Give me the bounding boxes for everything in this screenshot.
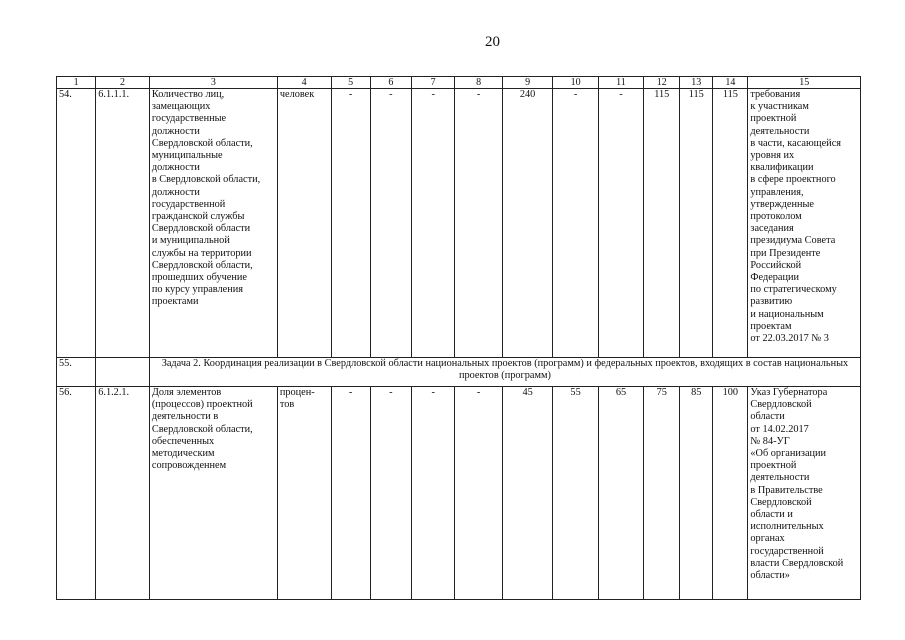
header-cell: 5 [331, 77, 370, 89]
basis-text: требования к участникам проектной деятельности в части, касающейся уровня их квалификации в сфере проектного управления, утвержденные протоколом заседания президиума Совета при Президенте Российской Федерации по стратегическому развитию и национальным проектам от 22.03.2017 № 3 [748, 89, 861, 358]
unit: человек [277, 89, 331, 358]
header-cell: 6 [370, 77, 411, 89]
page-number: 20 [485, 34, 500, 50]
value-cell: 240 [502, 89, 553, 358]
value-cell: - [455, 387, 502, 600]
indicator-name: Количество лиц, замещающих государственные должности Свердловской области, муниципальные должности в Свердловской области, должности государственной гражданской службы Свердловской области и муниципальной службы на территории Свердловской области, прошедших обучение по курсу управления проектами [149, 89, 277, 358]
value-cell: - [455, 89, 502, 358]
table-row [57, 358, 861, 387]
value-cell: - [598, 89, 643, 358]
header-cell: 4 [277, 77, 331, 89]
header-cell: 13 [680, 77, 713, 89]
value-cell: 100 [713, 387, 748, 600]
header-cell: 11 [598, 77, 643, 89]
header-cell: 8 [455, 77, 502, 89]
header-cell: 14 [713, 77, 748, 89]
row-code: 6.1.2.1. [96, 387, 150, 600]
basis-text: Указ Губернатора Свердловской области от 14.02.2017 № 84-УГ «Об организации проектной деятельности в Правительстве Свердловской области и исполнительных органах государственной власти Свердловской области» [748, 387, 861, 600]
value-cell: - [331, 89, 370, 358]
value-cell: - [553, 89, 598, 358]
header-cell: 15 [748, 77, 861, 89]
header-cell: 3 [149, 77, 277, 89]
value-cell: 115 [680, 89, 713, 358]
value-cell: 45 [502, 387, 553, 600]
row-number: 56. [57, 387, 96, 600]
header-cell: 1 [57, 77, 96, 89]
value-cell: 115 [644, 89, 680, 358]
table-row [57, 387, 861, 600]
empty-cell [96, 358, 150, 387]
value-cell: 85 [680, 387, 713, 600]
row-code: 6.1.1.1. [96, 89, 150, 358]
task-heading: Задача 2. Координация реализации в Свердловской области национальных проектов (программ) и федеральных проектов, входящих в состав национальных проектов (программ) [149, 358, 860, 387]
value-cell: - [412, 387, 455, 600]
indicator-name: Доля элементов (процессов) проектной деятельности в Свердловской области, обеспеченных методическим сопровожденнем [149, 387, 277, 600]
indicators-table [56, 76, 861, 600]
value-cell: - [331, 387, 370, 600]
value-cell: 115 [713, 89, 748, 358]
table-row [57, 89, 861, 358]
value-cell: 55 [553, 387, 598, 600]
header-cell: 7 [412, 77, 455, 89]
header-cell: 10 [553, 77, 598, 89]
value-cell: - [412, 89, 455, 358]
row-number: 55. [57, 358, 96, 387]
row-number: 54. [57, 89, 96, 358]
header-cell: 2 [96, 77, 150, 89]
header-cell: 9 [502, 77, 553, 89]
value-cell: 65 [598, 387, 643, 600]
value-cell: - [370, 387, 411, 600]
header-row [57, 77, 861, 89]
header-cell: 12 [644, 77, 680, 89]
value-cell: 75 [644, 387, 680, 600]
unit: процен- тов [277, 387, 331, 600]
value-cell: - [370, 89, 411, 358]
